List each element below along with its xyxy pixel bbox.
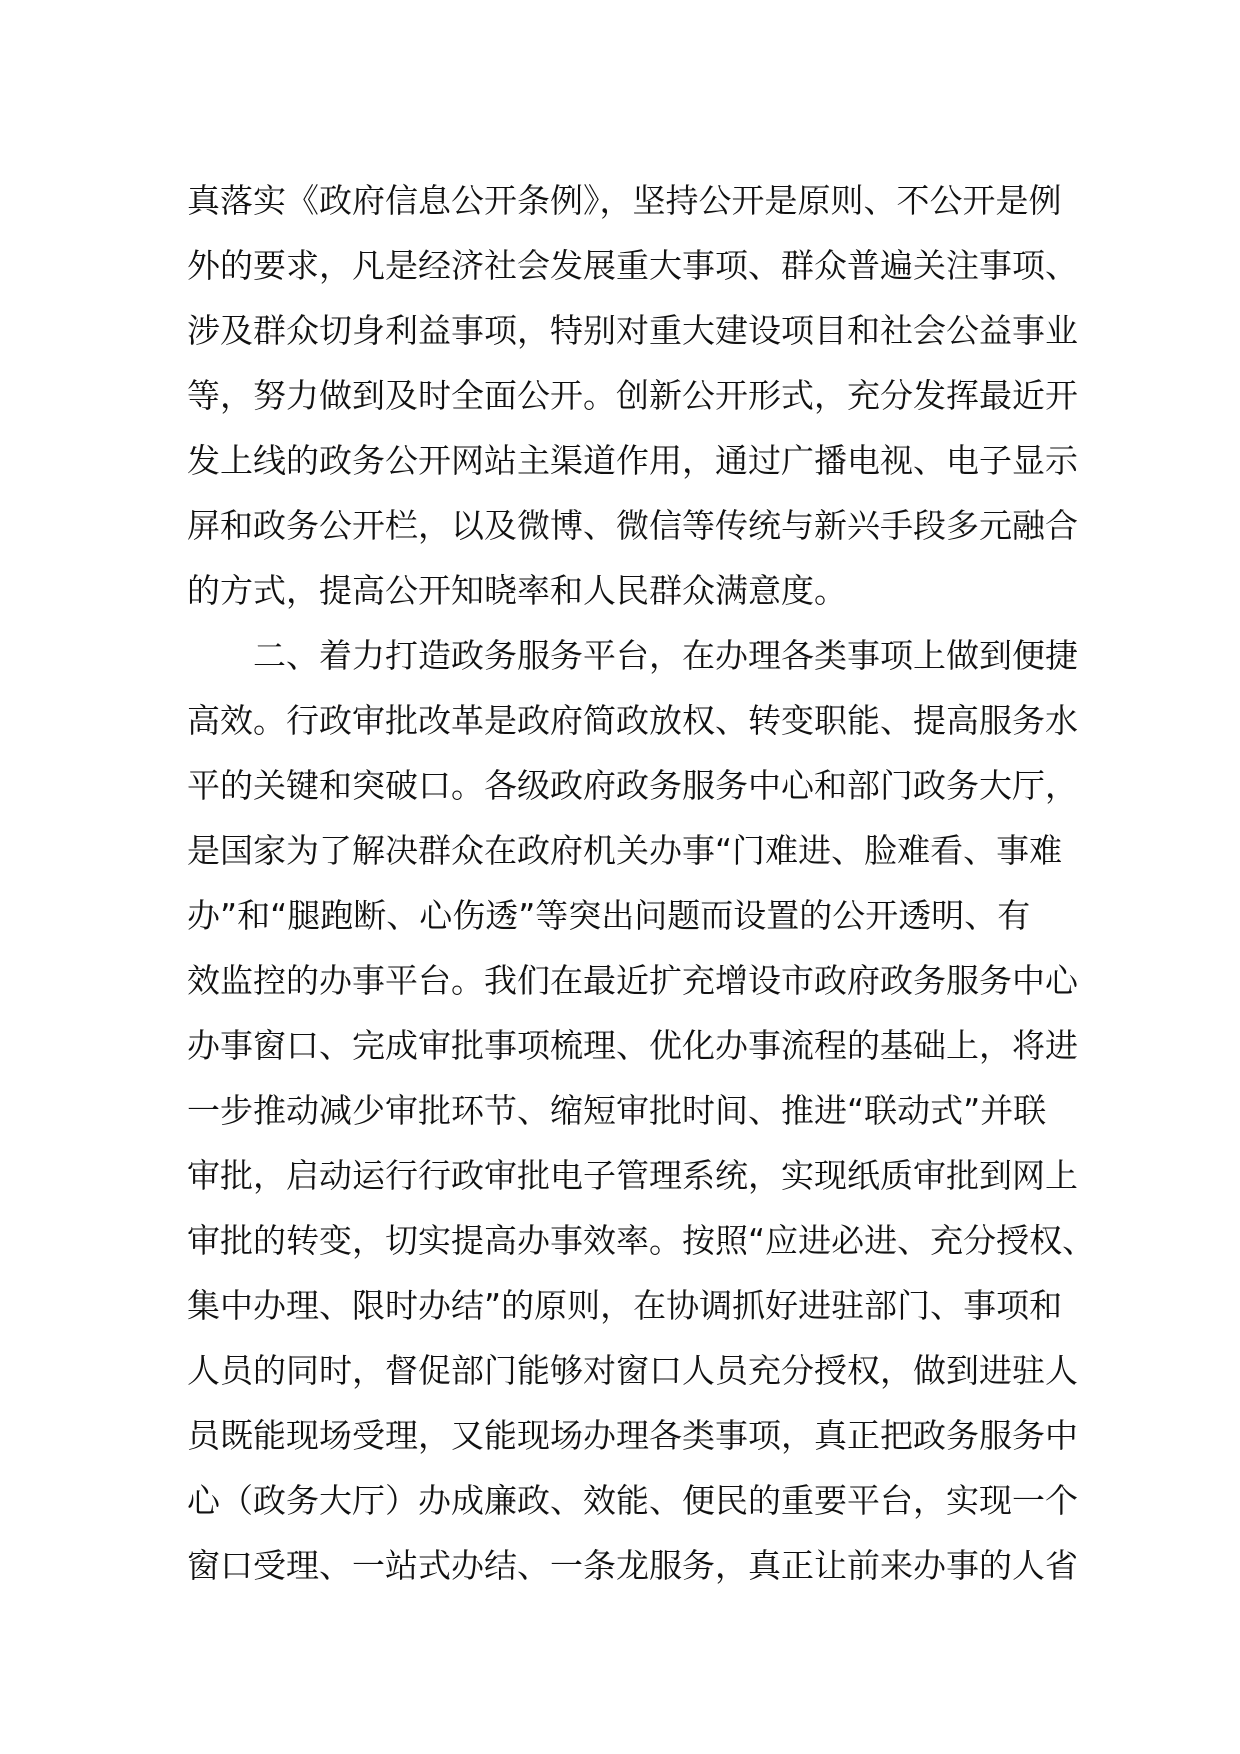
text-line: 等，努力做到及时全面公开。创新公开形式，充分发挥最近开 xyxy=(187,376,1078,415)
body-text xyxy=(187,168,1107,1598)
text-line: 效监控的办事平台。我们在最近扩充增设市政府政务服务中心 xyxy=(187,961,1078,1000)
text-line: 外的要求，凡是经济社会发展重大事项、群众普遍关注事项、 xyxy=(187,246,1078,285)
text-line: 是国家为了解决群众在政府机关办事“门难进、脸难看、事难 xyxy=(187,831,1063,870)
text-line: 二、着力打造政务服务平台，在办理各类事项上做到便捷 xyxy=(187,636,1078,675)
text-line: 的方式，提高公开知晓率和人民群众满意度。 xyxy=(187,571,847,610)
text-line: 心（政务大厅）办成廉政、效能、便民的重要平台，实现一个 xyxy=(187,1481,1078,1520)
text-line: 人员的同时，督促部门能够对窗口人员充分授权，做到进驻人 xyxy=(187,1351,1078,1390)
text-line: 涉及群众切身利益事项，特别对重大建设项目和社会公益事业 xyxy=(187,311,1078,350)
text-line: 发上线的政务公开网站主渠道作用，通过广播电视、电子显示 xyxy=(187,441,1078,480)
text-line: 集中办理、限时办结”的原则，在协调抓好进驻部门、事项和 xyxy=(187,1286,1063,1325)
text-line: 平的关键和突破口。各级政府政务服务中心和部门政务大厅， xyxy=(187,766,1078,805)
text-line: 屏和政务公开栏，以及微博、微信等传统与新兴手段多元融合 xyxy=(187,506,1078,545)
text-line: 办事窗口、完成审批事项梳理、优化办事流程的基础上，将进 xyxy=(187,1026,1078,1065)
text-line: 审批，启动运行行政审批电子管理系统，实现纸质审批到网上 xyxy=(187,1156,1078,1195)
text-line: 办”和“腿跑断、心伤透”等突出问题而设置的公开透明、有 xyxy=(187,896,1031,935)
text-line: 窗口受理、一站式办结、一条龙服务，真正让前来办事的人省 xyxy=(187,1546,1078,1585)
text-line: 高效。行政审批改革是政府简政放权、转变职能、提高服务水 xyxy=(187,701,1078,740)
text-line: 一步推动减少审批环节、缩短审批时间、推进“联动式”并联 xyxy=(187,1091,1047,1130)
text-line: 员既能现场受理，又能现场办理各类事项，真正把政务服务中 xyxy=(187,1416,1078,1455)
text-line: 真落实《政府信息公开条例》，坚持公开是原则、不公开是例 xyxy=(187,181,1062,220)
text-line: 审批的转变，切实提高办事效率。按照“应进必进、充分授权、 xyxy=(187,1221,1096,1260)
